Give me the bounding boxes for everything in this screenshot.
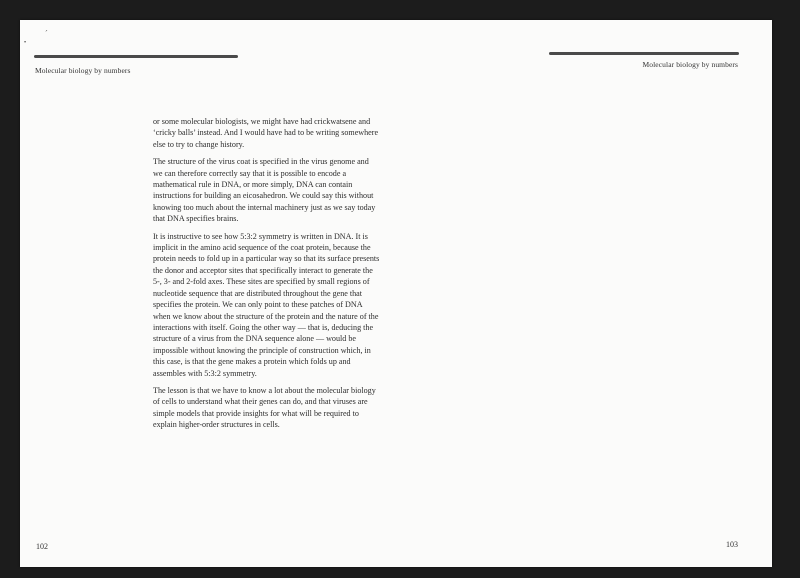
right-page-number: 103 (726, 540, 738, 549)
main-text-column (153, 116, 380, 437)
paragraph: The lesson is that we have to know a lot about the molecular biology of cells to understand what their genes can do, and that viruses are simple models that provide insights for what will be required to explain higher-order structures in cells. (153, 385, 376, 430)
left-page-number: 102 (36, 542, 48, 551)
right-header-rule (549, 52, 739, 55)
right-running-head: Molecular biology by numbers (642, 60, 738, 69)
paragraph: The structure of the virus coat is specified in the virus genome and we can therefore correctly say that it is possible to encode a mathematical rule in DNA, or more simply, DNA can contain instructions for building an eicosahedron. We could say this without knowing too much about the internal machinery just as we say today that DNA specifies brains. (153, 157, 376, 224)
paragraph: It is instructive to see how 5:3:2 symmetry is written in DNA. It is implicit in the amino acid sequence of the coat protein, because the protein needs to fold up in a particular way so that its surface presents the donor and acceptor sites that specifically interact to generate the 5-, 3- and 2-fold axes. These sites are specified by small regions of nucleotide sequence that are distributed throughout the gene that specifies the protein. We can only point to these patches of DNA when we know about the structure of the protein and the nature of the interactions with itself. Going the other way — that is, deducing the structure of a virus from the DNA sequence alone — would be impossible without knowing the principle of construction which, in this case, is that the gene makes a protein which folds up and assembles with 5:3:2 symmetry. (153, 231, 380, 378)
margin-mark: • (24, 40, 27, 46)
paragraph: or some molecular biologists, we might have had crickwatsene and ‘cricky balls’ instead. And I would have had to be writing somewhere else to try to change history. (153, 117, 379, 149)
left-header-rule (34, 55, 238, 58)
left-running-head: Molecular biology by numbers (35, 66, 131, 75)
pencil-mark: ˊ (45, 29, 48, 38)
book-spread (20, 20, 772, 567)
